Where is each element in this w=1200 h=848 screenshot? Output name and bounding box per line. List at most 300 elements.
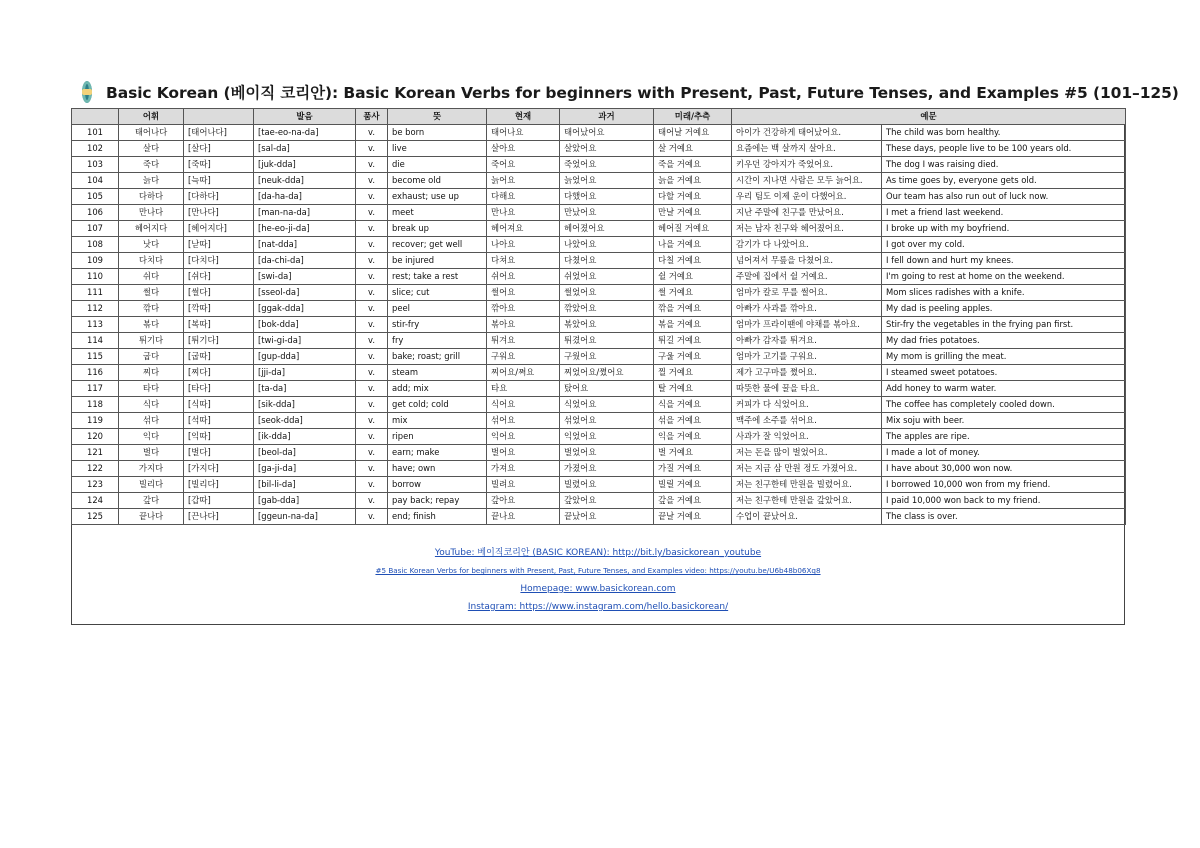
cell-meaning: peel bbox=[388, 301, 487, 317]
cell-number: 108 bbox=[72, 237, 119, 253]
cell-past: 깎았어요 bbox=[560, 301, 654, 317]
cell-number: 122 bbox=[72, 461, 119, 477]
table-row bbox=[72, 317, 1126, 333]
cell-number: 118 bbox=[72, 397, 119, 413]
cell-present: 죽어요 bbox=[487, 157, 560, 173]
cell-word: 찌다 bbox=[119, 365, 184, 381]
cell-past: 나았어요 bbox=[560, 237, 654, 253]
cell-future: 벌 거예요 bbox=[654, 445, 732, 461]
cell-example-korean: 주말에 집에서 쉴 거예요. bbox=[732, 269, 882, 285]
cell-word-pronunciation: [익따] bbox=[184, 429, 254, 445]
cell-romanization: [seok-dda] bbox=[254, 413, 356, 429]
col-header-meaning: 뜻 bbox=[388, 109, 487, 125]
cell-present: 식어요 bbox=[487, 397, 560, 413]
cell-part-of-speech: v. bbox=[356, 317, 388, 333]
cell-present: 썰어요 bbox=[487, 285, 560, 301]
cell-meaning: pay back; repay bbox=[388, 493, 487, 509]
cell-part-of-speech: v. bbox=[356, 509, 388, 525]
cell-word-pronunciation: [석따] bbox=[184, 413, 254, 429]
cell-word-pronunciation: [죽따] bbox=[184, 157, 254, 173]
title-row bbox=[82, 78, 1179, 106]
cell-word-pronunciation: [복따] bbox=[184, 317, 254, 333]
cell-number: 111 bbox=[72, 285, 119, 301]
cell-past: 식었어요 bbox=[560, 397, 654, 413]
cell-word-pronunciation: [낟따] bbox=[184, 237, 254, 253]
cell-example-korean: 저는 남자 친구와 헤어졌어요. bbox=[732, 221, 882, 237]
cell-word: 굽다 bbox=[119, 349, 184, 365]
cell-word: 식다 bbox=[119, 397, 184, 413]
col-header-part-of-speech: 품사 bbox=[356, 109, 388, 125]
cell-example-korean: 우리 팀도 이제 운이 다했어요. bbox=[732, 189, 882, 205]
cell-meaning: earn; make bbox=[388, 445, 487, 461]
cell-example-korean: 아이가 건강하게 태어났어요. bbox=[732, 125, 882, 141]
col-header-number bbox=[72, 109, 119, 125]
cell-word: 썰다 bbox=[119, 285, 184, 301]
cell-example-english: I made a lot of money. bbox=[882, 445, 1126, 461]
cell-future: 쉴 거예요 bbox=[654, 269, 732, 285]
cell-romanization: [da-chi-da] bbox=[254, 253, 356, 269]
cell-example-english: Stir-fry the vegetables in the frying pan first. bbox=[882, 317, 1126, 333]
cell-example-korean: 지난 주말에 친구를 만났어요. bbox=[732, 205, 882, 221]
cell-meaning: meet bbox=[388, 205, 487, 221]
col-header-blank bbox=[184, 109, 254, 125]
cell-number: 119 bbox=[72, 413, 119, 429]
cell-example-english: I broke up with my boyfriend. bbox=[882, 221, 1126, 237]
homepage-link[interactable]: Homepage: www.basickorean.com bbox=[520, 584, 676, 594]
cell-romanization: [ggak-dda] bbox=[254, 301, 356, 317]
cell-romanization: [he-eo-ji-da] bbox=[254, 221, 356, 237]
cell-example-english: I have about 30,000 won now. bbox=[882, 461, 1126, 477]
cell-romanization: [sseol-da] bbox=[254, 285, 356, 301]
cell-word: 가지다 bbox=[119, 461, 184, 477]
cell-past: 썰었어요 bbox=[560, 285, 654, 301]
cell-meaning: rest; take a rest bbox=[388, 269, 487, 285]
table-row bbox=[72, 461, 1126, 477]
cell-present: 벌어요 bbox=[487, 445, 560, 461]
cell-past: 끝났어요 bbox=[560, 509, 654, 525]
cell-number: 121 bbox=[72, 445, 119, 461]
cell-past: 가졌어요 bbox=[560, 461, 654, 477]
cell-example-english: I steamed sweet potatoes. bbox=[882, 365, 1126, 381]
cell-example-english: I met a friend last weekend. bbox=[882, 205, 1126, 221]
cell-word-pronunciation: [다치다] bbox=[184, 253, 254, 269]
cell-number: 104 bbox=[72, 173, 119, 189]
cell-part-of-speech: v. bbox=[356, 397, 388, 413]
table-row bbox=[72, 157, 1126, 173]
cell-romanization: [nat-dda] bbox=[254, 237, 356, 253]
cell-number: 105 bbox=[72, 189, 119, 205]
table-row bbox=[72, 509, 1126, 525]
cell-present: 볶아요 bbox=[487, 317, 560, 333]
cell-part-of-speech: v. bbox=[356, 141, 388, 157]
cell-example-english: The apples are ripe. bbox=[882, 429, 1126, 445]
cell-past: 익었어요 bbox=[560, 429, 654, 445]
cell-present: 살아요 bbox=[487, 141, 560, 157]
table-row bbox=[72, 301, 1126, 317]
cell-number: 114 bbox=[72, 333, 119, 349]
col-header-word: 어휘 bbox=[119, 109, 184, 125]
cell-example-english: The class is over. bbox=[882, 509, 1126, 525]
video-link[interactable]: #5 Basic Korean Verbs for beginners with Present, Past, Future Tenses, and Examples video: https://youtu.be/U6b48b06Xq8 bbox=[375, 566, 821, 575]
table-row bbox=[72, 445, 1126, 461]
cell-number: 117 bbox=[72, 381, 119, 397]
table-row bbox=[72, 349, 1126, 365]
cell-future: 깎을 거예요 bbox=[654, 301, 732, 317]
col-header-past: 과거 bbox=[560, 109, 654, 125]
cell-word: 빌리다 bbox=[119, 477, 184, 493]
cell-future: 익을 거예요 bbox=[654, 429, 732, 445]
cell-past: 헤어졌어요 bbox=[560, 221, 654, 237]
cell-number: 120 bbox=[72, 429, 119, 445]
cell-future: 다칠 거예요 bbox=[654, 253, 732, 269]
cell-part-of-speech: v. bbox=[356, 285, 388, 301]
cell-romanization: [ggeun-na-da] bbox=[254, 509, 356, 525]
cell-example-korean: 아빠가 감자를 튀겨요. bbox=[732, 333, 882, 349]
cell-future: 태어날 거예요 bbox=[654, 125, 732, 141]
cell-past: 섞었어요 bbox=[560, 413, 654, 429]
cell-future: 갚을 거예요 bbox=[654, 493, 732, 509]
cell-example-korean: 엄마가 칼로 무를 썰어요. bbox=[732, 285, 882, 301]
cell-word: 섞다 bbox=[119, 413, 184, 429]
cell-example-english: As time goes by, everyone gets old. bbox=[882, 173, 1126, 189]
cell-romanization: [jji-da] bbox=[254, 365, 356, 381]
cell-part-of-speech: v. bbox=[356, 253, 388, 269]
cell-romanization: [gab-dda] bbox=[254, 493, 356, 509]
cell-meaning: steam bbox=[388, 365, 487, 381]
cell-example-english: I borrowed 10,000 won from my friend. bbox=[882, 477, 1126, 493]
cell-number: 125 bbox=[72, 509, 119, 525]
cell-example-english: I paid 10,000 won back to my friend. bbox=[882, 493, 1126, 509]
cell-romanization: [twi-gi-da] bbox=[254, 333, 356, 349]
cell-future: 식을 거예요 bbox=[654, 397, 732, 413]
col-header-present: 현재 bbox=[487, 109, 560, 125]
cell-example-english: The child was born healthy. bbox=[882, 125, 1126, 141]
page-title: Basic Korean (베이직 코리안): Basic Korean Verbs for beginners with Present, Past, Future Tenses, and Examples #5 (101–125) bbox=[106, 84, 1179, 102]
cell-word: 만나다 bbox=[119, 205, 184, 221]
cell-future: 만날 거예요 bbox=[654, 205, 732, 221]
cell-example-english: I got over my cold. bbox=[882, 237, 1126, 253]
cell-romanization: [ta-da] bbox=[254, 381, 356, 397]
cell-present: 태어나요 bbox=[487, 125, 560, 141]
cell-future: 튀길 거예요 bbox=[654, 333, 732, 349]
cell-word: 쉬다 bbox=[119, 269, 184, 285]
cell-romanization: [man-na-da] bbox=[254, 205, 356, 221]
cell-word-pronunciation: [깍따] bbox=[184, 301, 254, 317]
cell-number: 103 bbox=[72, 157, 119, 173]
cell-number: 102 bbox=[72, 141, 119, 157]
cell-example-korean: 요즘에는 백 살까지 살아요. bbox=[732, 141, 882, 157]
cell-example-korean: 키우던 강아지가 죽었어요. bbox=[732, 157, 882, 173]
cell-future: 가질 거예요 bbox=[654, 461, 732, 477]
cell-example-english: I fell down and hurt my knees. bbox=[882, 253, 1126, 269]
cell-part-of-speech: v. bbox=[356, 221, 388, 237]
cell-part-of-speech: v. bbox=[356, 493, 388, 509]
cell-meaning: stir-fry bbox=[388, 317, 487, 333]
cell-meaning: slice; cut bbox=[388, 285, 487, 301]
cell-past: 다쳤어요 bbox=[560, 253, 654, 269]
cell-past: 태어났어요 bbox=[560, 125, 654, 141]
table-row bbox=[72, 221, 1126, 237]
cell-example-korean: 커피가 다 식었어요. bbox=[732, 397, 882, 413]
cell-example-english: My mom is grilling the meat. bbox=[882, 349, 1126, 365]
table-row bbox=[72, 205, 1126, 221]
cell-present: 튀겨요 bbox=[487, 333, 560, 349]
table-row bbox=[72, 381, 1126, 397]
cell-part-of-speech: v. bbox=[356, 301, 388, 317]
cell-present: 가져요 bbox=[487, 461, 560, 477]
cell-word-pronunciation: [썰다] bbox=[184, 285, 254, 301]
cell-word-pronunciation: [찌다] bbox=[184, 365, 254, 381]
cell-example-korean: 수업이 끝났어요. bbox=[732, 509, 882, 525]
cell-example-korean: 따뜻한 물에 꿀을 타요. bbox=[732, 381, 882, 397]
cell-meaning: add; mix bbox=[388, 381, 487, 397]
cell-meaning: get cold; cold bbox=[388, 397, 487, 413]
cell-word: 살다 bbox=[119, 141, 184, 157]
table-row bbox=[72, 493, 1126, 509]
cell-word-pronunciation: [가지다] bbox=[184, 461, 254, 477]
cell-future: 탈 거예요 bbox=[654, 381, 732, 397]
cell-word-pronunciation: [다하다] bbox=[184, 189, 254, 205]
youtube-link[interactable]: YouTube: 베이직코리안 (BASIC KOREAN): http://bit.ly/basickorean_youtube bbox=[434, 548, 762, 558]
table-row bbox=[72, 365, 1126, 381]
cell-example-english: The coffee has completely cooled down. bbox=[882, 397, 1126, 413]
cell-word: 깎다 bbox=[119, 301, 184, 317]
cell-past: 찌었어요/쪘어요 bbox=[560, 365, 654, 381]
cell-meaning: fry bbox=[388, 333, 487, 349]
cell-future: 나을 거예요 bbox=[654, 237, 732, 253]
cell-romanization: [tae-eo-na-da] bbox=[254, 125, 356, 141]
table-row bbox=[72, 173, 1126, 189]
cell-part-of-speech: v. bbox=[356, 205, 388, 221]
cell-word: 다하다 bbox=[119, 189, 184, 205]
table-row bbox=[72, 269, 1126, 285]
cell-past: 볶았어요 bbox=[560, 317, 654, 333]
cell-past: 만났어요 bbox=[560, 205, 654, 221]
cell-word-pronunciation: [늑따] bbox=[184, 173, 254, 189]
cell-example-korean: 엄마가 고기를 구워요. bbox=[732, 349, 882, 365]
cell-part-of-speech: v. bbox=[356, 477, 388, 493]
cell-word: 죽다 bbox=[119, 157, 184, 173]
cell-word: 익다 bbox=[119, 429, 184, 445]
cell-example-english: Mix soju with beer. bbox=[882, 413, 1126, 429]
cell-romanization: [beol-da] bbox=[254, 445, 356, 461]
cell-number: 106 bbox=[72, 205, 119, 221]
cell-number: 115 bbox=[72, 349, 119, 365]
cell-part-of-speech: v. bbox=[356, 413, 388, 429]
cell-number: 101 bbox=[72, 125, 119, 141]
table-row bbox=[72, 237, 1126, 253]
table-row bbox=[72, 125, 1126, 141]
cell-example-korean: 저는 친구한테 만원을 갚았어요. bbox=[732, 493, 882, 509]
cell-word-pronunciation: [굽따] bbox=[184, 349, 254, 365]
table-row bbox=[72, 477, 1126, 493]
cell-example-korean: 넘어져서 무릎을 다쳤어요. bbox=[732, 253, 882, 269]
cell-past: 다했어요 bbox=[560, 189, 654, 205]
cell-meaning: end; finish bbox=[388, 509, 487, 525]
cell-romanization: [swi-da] bbox=[254, 269, 356, 285]
cell-word-pronunciation: [헤어지다] bbox=[184, 221, 254, 237]
cell-word: 늙다 bbox=[119, 173, 184, 189]
cell-future: 다할 거예요 bbox=[654, 189, 732, 205]
cell-future: 늙을 거예요 bbox=[654, 173, 732, 189]
cell-meaning: become old bbox=[388, 173, 487, 189]
cell-word: 태어나다 bbox=[119, 125, 184, 141]
cell-number: 113 bbox=[72, 317, 119, 333]
cell-word: 다치다 bbox=[119, 253, 184, 269]
cell-number: 124 bbox=[72, 493, 119, 509]
cell-present: 빌려요 bbox=[487, 477, 560, 493]
cell-example-english: These days, people live to be 100 years old. bbox=[882, 141, 1126, 157]
cell-past: 쉬었어요 bbox=[560, 269, 654, 285]
cell-present: 다쳐요 bbox=[487, 253, 560, 269]
table-row bbox=[72, 333, 1126, 349]
cell-example-korean: 저는 지금 삼 만원 정도 가졌어요. bbox=[732, 461, 882, 477]
cell-part-of-speech: v. bbox=[356, 125, 388, 141]
cell-meaning: ripen bbox=[388, 429, 487, 445]
cell-word: 벌다 bbox=[119, 445, 184, 461]
cell-romanization: [ik-dda] bbox=[254, 429, 356, 445]
cell-word: 헤어지다 bbox=[119, 221, 184, 237]
cell-present: 찌어요/쪄요 bbox=[487, 365, 560, 381]
cell-meaning: mix bbox=[388, 413, 487, 429]
cell-example-korean: 엄마가 프라이팬에 야채를 볶아요. bbox=[732, 317, 882, 333]
verb-table bbox=[71, 108, 1126, 525]
cell-present: 익어요 bbox=[487, 429, 560, 445]
instagram-link[interactable]: Instagram: https://www.instagram.com/hello.basickorean/ bbox=[467, 602, 729, 612]
cell-example-english: Mom slices radishes with a knife. bbox=[882, 285, 1126, 301]
cell-part-of-speech: v. bbox=[356, 157, 388, 173]
cell-meaning: exhaust; use up bbox=[388, 189, 487, 205]
cell-meaning: break up bbox=[388, 221, 487, 237]
cell-present: 깎아요 bbox=[487, 301, 560, 317]
cell-present: 늙어요 bbox=[487, 173, 560, 189]
table-row bbox=[72, 141, 1126, 157]
cell-example-english: My dad is peeling apples. bbox=[882, 301, 1126, 317]
cell-past: 늙었어요 bbox=[560, 173, 654, 189]
cell-past: 탔어요 bbox=[560, 381, 654, 397]
table-row bbox=[72, 413, 1126, 429]
col-header-pronunciation: 발음 bbox=[254, 109, 356, 125]
cell-present: 끝나요 bbox=[487, 509, 560, 525]
cell-part-of-speech: v. bbox=[356, 237, 388, 253]
table-row bbox=[72, 285, 1126, 301]
cell-example-english: The dog I was raising died. bbox=[882, 157, 1126, 173]
footer-links bbox=[71, 544, 1125, 616]
cell-present: 나아요 bbox=[487, 237, 560, 253]
table-row bbox=[72, 253, 1126, 269]
table-row bbox=[72, 397, 1126, 413]
cell-word: 볶다 bbox=[119, 317, 184, 333]
cell-word-pronunciation: [타다] bbox=[184, 381, 254, 397]
cell-past: 갚았어요 bbox=[560, 493, 654, 509]
cell-present: 다해요 bbox=[487, 189, 560, 205]
cell-meaning: be born bbox=[388, 125, 487, 141]
cell-future: 볶을 거예요 bbox=[654, 317, 732, 333]
cell-present: 만나요 bbox=[487, 205, 560, 221]
cell-word-pronunciation: [벌다] bbox=[184, 445, 254, 461]
cell-present: 갚아요 bbox=[487, 493, 560, 509]
cell-part-of-speech: v. bbox=[356, 349, 388, 365]
cell-past: 죽었어요 bbox=[560, 157, 654, 173]
cell-word-pronunciation: [빌리다] bbox=[184, 477, 254, 493]
col-header-example: 예문 bbox=[732, 109, 1126, 125]
cell-number: 123 bbox=[72, 477, 119, 493]
cell-present: 구워요 bbox=[487, 349, 560, 365]
cell-example-korean: 아빠가 사과를 깎아요. bbox=[732, 301, 882, 317]
cell-future: 헤어질 거예요 bbox=[654, 221, 732, 237]
cell-part-of-speech: v. bbox=[356, 445, 388, 461]
cell-romanization: [neuk-dda] bbox=[254, 173, 356, 189]
cell-present: 쉬어요 bbox=[487, 269, 560, 285]
cell-future: 찔 거예요 bbox=[654, 365, 732, 381]
col-header-future: 미래/추측 bbox=[654, 109, 732, 125]
table-row bbox=[72, 429, 1126, 445]
cell-part-of-speech: v. bbox=[356, 333, 388, 349]
cell-future: 살 거예요 bbox=[654, 141, 732, 157]
cell-present: 섞어요 bbox=[487, 413, 560, 429]
cell-meaning: bake; roast; grill bbox=[388, 349, 487, 365]
cell-meaning: recover; get well bbox=[388, 237, 487, 253]
cell-example-korean: 제가 고구마를 쪘어요. bbox=[732, 365, 882, 381]
cell-part-of-speech: v. bbox=[356, 365, 388, 381]
cell-romanization: [sal-da] bbox=[254, 141, 356, 157]
cell-part-of-speech: v. bbox=[356, 381, 388, 397]
cell-meaning: die bbox=[388, 157, 487, 173]
cell-past: 살았어요 bbox=[560, 141, 654, 157]
cell-future: 끝날 거예요 bbox=[654, 509, 732, 525]
cell-number: 110 bbox=[72, 269, 119, 285]
cell-word-pronunciation: [끈나다] bbox=[184, 509, 254, 525]
basic-korean-logo-icon bbox=[82, 81, 92, 103]
cell-word-pronunciation: [태어나다] bbox=[184, 125, 254, 141]
cell-meaning: have; own bbox=[388, 461, 487, 477]
cell-example-korean: 맥주에 소주를 섞어요. bbox=[732, 413, 882, 429]
cell-example-korean: 저는 돈을 많이 벌었어요. bbox=[732, 445, 882, 461]
cell-romanization: [sik-dda] bbox=[254, 397, 356, 413]
cell-romanization: [gup-dda] bbox=[254, 349, 356, 365]
cell-example-korean: 감기가 다 나았어요. bbox=[732, 237, 882, 253]
cell-romanization: [juk-dda] bbox=[254, 157, 356, 173]
cell-number: 109 bbox=[72, 253, 119, 269]
cell-word: 갚다 bbox=[119, 493, 184, 509]
cell-word-pronunciation: [살다] bbox=[184, 141, 254, 157]
cell-number: 107 bbox=[72, 221, 119, 237]
cell-future: 죽을 거예요 bbox=[654, 157, 732, 173]
cell-meaning: be injured bbox=[388, 253, 487, 269]
cell-future: 섞을 거예요 bbox=[654, 413, 732, 429]
cell-example-english: Our team has also run out of luck now. bbox=[882, 189, 1126, 205]
cell-example-english: My dad fries potatoes. bbox=[882, 333, 1126, 349]
cell-number: 112 bbox=[72, 301, 119, 317]
cell-past: 구웠어요 bbox=[560, 349, 654, 365]
cell-word: 낫다 bbox=[119, 237, 184, 253]
cell-romanization: [bil-li-da] bbox=[254, 477, 356, 493]
cell-word-pronunciation: [만나다] bbox=[184, 205, 254, 221]
cell-part-of-speech: v. bbox=[356, 461, 388, 477]
cell-meaning: live bbox=[388, 141, 487, 157]
cell-romanization: [ga-ji-da] bbox=[254, 461, 356, 477]
cell-word-pronunciation: [갑따] bbox=[184, 493, 254, 509]
cell-future: 썰 거예요 bbox=[654, 285, 732, 301]
cell-word: 끝나다 bbox=[119, 509, 184, 525]
cell-past: 벌었어요 bbox=[560, 445, 654, 461]
cell-past: 튀겼어요 bbox=[560, 333, 654, 349]
cell-romanization: [bok-dda] bbox=[254, 317, 356, 333]
cell-word-pronunciation: [튀기다] bbox=[184, 333, 254, 349]
cell-present: 타요 bbox=[487, 381, 560, 397]
cell-meaning: borrow bbox=[388, 477, 487, 493]
cell-part-of-speech: v. bbox=[356, 189, 388, 205]
